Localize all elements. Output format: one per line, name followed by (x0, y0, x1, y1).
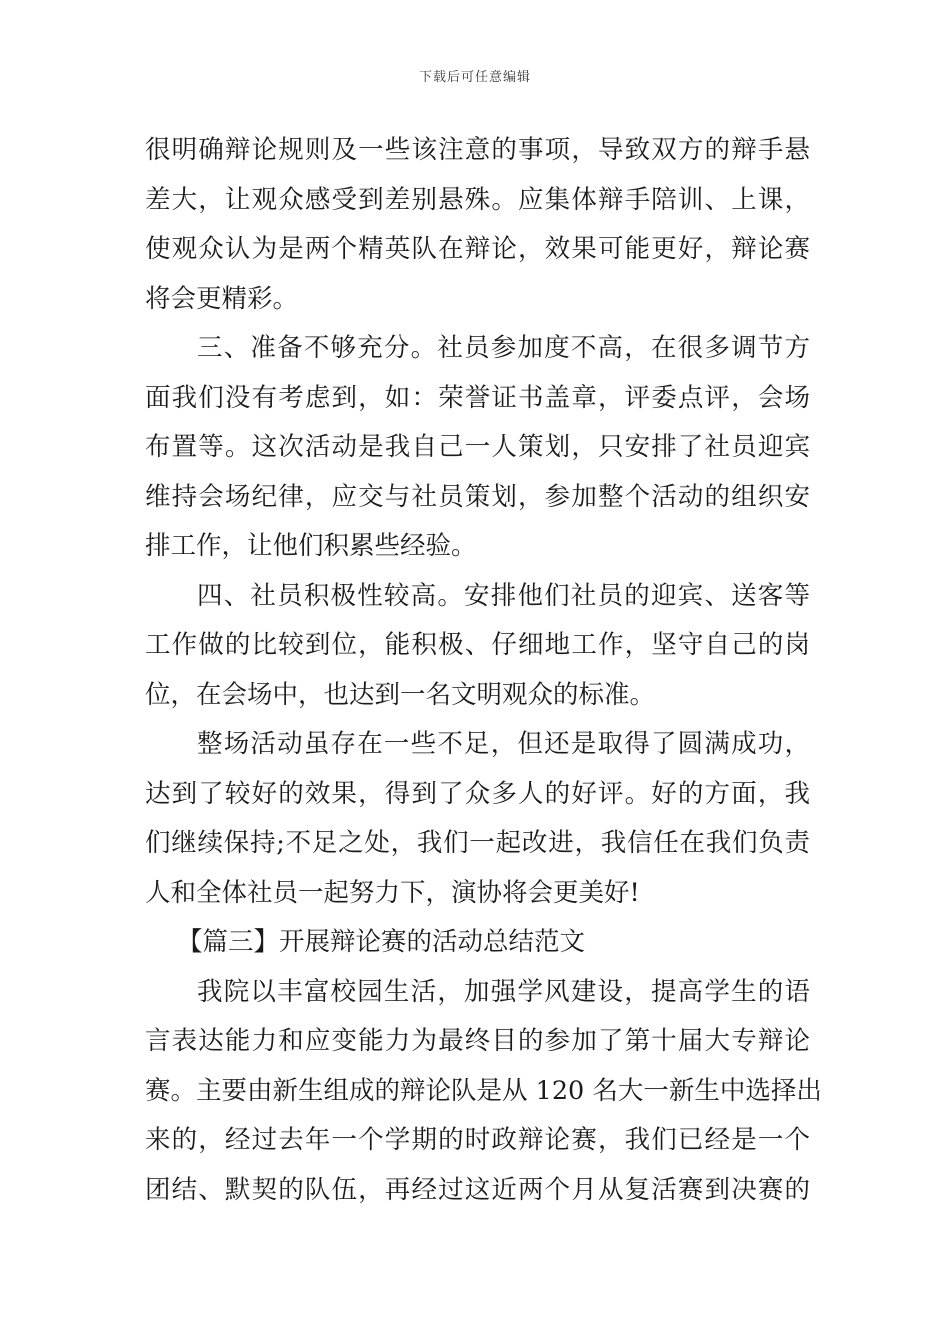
text-line: 面我们没有考虑到，如：荣誉证书盖章，评委点评，会场 (145, 382, 810, 413)
page-header: 下载后可任意编辑 (418, 70, 531, 85)
text-line: 布置等。这次活动是我自己一人策划，只安排了社员迎宾 (145, 432, 810, 462)
paragraph-start-line: 三、准备不够充分。社员参加度不高，在很多调节方 (197, 333, 810, 363)
paragraph-start-line: 我院以丰富校园生活，加强学风建设，提高学生的语 (197, 976, 810, 1007)
text-line: 人和全体社员一起努力下，演协将会更美好! (145, 877, 640, 908)
text-line: 赛。主要由新生组成的辩论队是从 120 名大一新生中选择出 (145, 1075, 822, 1106)
text-line: 很明确辩论规则及一些该注意的事项，导致双方的辩手悬 (145, 135, 810, 165)
text-line: 来的，经过去年一个学期的时政辩论赛，我们已经是一个 (145, 1125, 810, 1155)
document-body (145, 126, 822, 1215)
text-line: 达到了较好的效果，得到了众多人的好评。好的方面，我 (145, 778, 810, 809)
section-heading: 【篇三】开展辩论赛的活动总结范文 (177, 927, 586, 957)
text-line: 团结、默契的队伍，再经过这近两个月从复活赛到决赛的 (145, 1174, 810, 1205)
text-line: 差大，让观众感受到差别悬殊。应集体辩手陪训、上课， (145, 184, 810, 215)
paragraph-start-line: 四、社员积极性较高。安排他们社员的迎宾、送客等 (197, 580, 810, 611)
text-line: 位，在会场中，也达到一名文明观众的标准。 (145, 679, 656, 710)
paragraph-start-line: 整场活动虽存在一些不足，但还是取得了圆满成功， (197, 729, 810, 759)
text-line: 排工作，让他们积累些经验。 (145, 531, 477, 561)
text-line: 工作做的比较到位，能积极、仔细地工作，坚守自己的岗 (145, 630, 810, 660)
text-line: 将会更精彩。 (145, 283, 299, 314)
text-line: 维持会场纪律，应交与社员策划，参加整个活动的组织安 (145, 481, 810, 512)
text-line: 言表达能力和应变能力为最终目的参加了第十届大专辩论 (145, 1026, 810, 1056)
text-line: 使观众认为是两个精英队在辩论，效果可能更好，辩论赛 (145, 234, 810, 264)
text-line: 们继续保持;不足之处，我们一起改进，我信任在我们负责 (145, 828, 810, 858)
